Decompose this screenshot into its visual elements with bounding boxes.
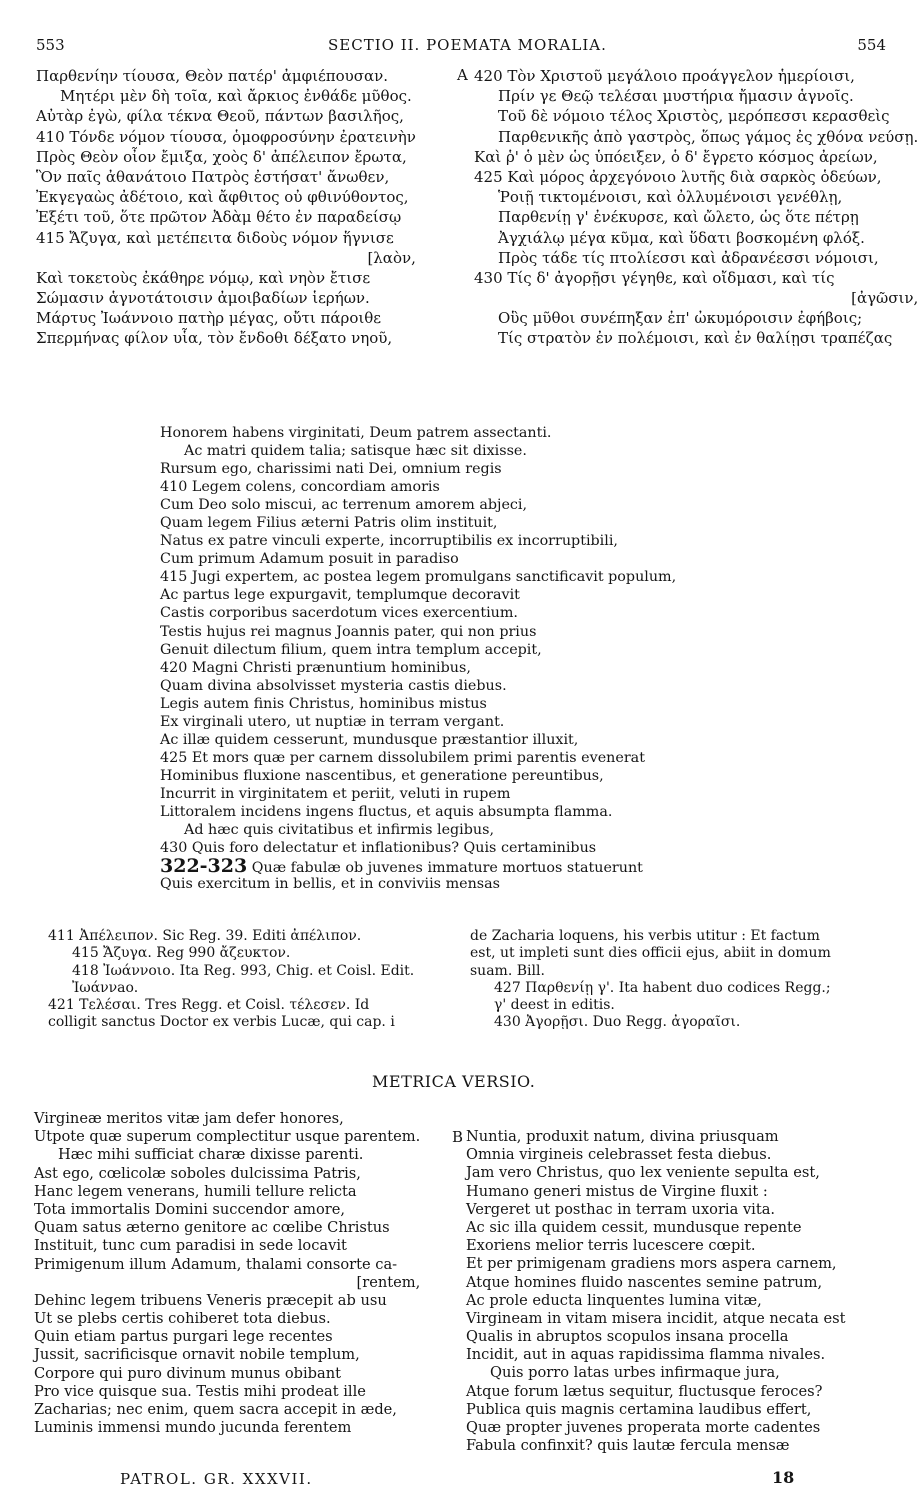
page-number-left: 553 bbox=[36, 36, 65, 54]
greek-line: [λαὸν, bbox=[367, 248, 416, 267]
verse-line: Luminis immensi mundo jucunda ferentem bbox=[34, 1419, 352, 1437]
greek-line: Παρθενικῆς ἀπὸ γαστρὸς, ὅπως γάμος ἐς χθόνα νεύσῃ. bbox=[498, 127, 919, 146]
verse-line: Virgineam in vitam misera incidit, atque necata est bbox=[466, 1309, 846, 1327]
verse-line: Quæ propter juvenes properata morte cadentes bbox=[466, 1419, 821, 1436]
latin-line: Genuit dilectum filium, quem intra templum accepit, bbox=[160, 641, 542, 658]
verse-line: Atque homines fluido nascentes semine patrum, bbox=[466, 1273, 823, 1291]
greek-line: [ἀγῶσιν, bbox=[851, 289, 919, 308]
verse-line: Pro vice quisque sua. Testis mihi prodeat ille bbox=[34, 1382, 366, 1400]
latin-line: Natus ex patre vinculi experte, incorruptibilis ex incorruptibili, bbox=[160, 533, 618, 550]
latin-line: Ac matri quidem talia; satisque hæc sit dixisse. bbox=[184, 443, 527, 460]
verse-line: Ac sic illa quidem cessit, mundusque repente bbox=[466, 1218, 802, 1236]
running-header bbox=[36, 36, 886, 58]
latin-line: Ex virginali utero, ut nuptiæ in terram vergant. bbox=[160, 713, 505, 730]
latin-line: Cum Deo solo miscui, ac terrenum amorem abjeci, bbox=[160, 497, 528, 514]
verse-line: Publica quis magnis certamina laudibus effert, bbox=[466, 1400, 812, 1418]
latin-line: Ac partus lege expurgavit, templumque decoravit bbox=[160, 587, 520, 604]
running-title: SECTIO II. POEMATA MORALIA. bbox=[328, 36, 607, 54]
greek-text-left-column bbox=[36, 66, 416, 349]
greek-line: Σπερμήνας φίλον υἷα, τὸν ἔνδοθι δέξατο νηοῦ, bbox=[36, 329, 393, 348]
latin-line: Rursum ego, charissimi nati Dei, omnium regis bbox=[160, 461, 502, 478]
verse-line: Incidit, aut in aquas rapidissima flamma nivales. bbox=[466, 1346, 826, 1364]
greek-line: Μάρτυς Ἰωάννοιο πατὴρ μέγας, οὔτι πάροιθε bbox=[36, 309, 382, 328]
footnote-line: Ἰωάννao. bbox=[72, 979, 139, 996]
greek-line: Τοῦ δὲ νόμοιο τέλος Χριστὸς, μερόπεσσι κερασθεὶς bbox=[498, 107, 890, 126]
greek-line: Αὐτὰρ ἐγὼ, φίλα τέκνα Θεοῦ, πάντων βασιλῆος, bbox=[36, 107, 404, 126]
greek-line: 410 Τόνδε νόμον τίουσα, ὁμοφροσύνην ἐρατεινὴν bbox=[36, 127, 416, 146]
greek-line: Παρθενίῃ γ' ἐνέκυρσε, καὶ ὤλετο, ὡς ὅτε πέτρῃ bbox=[498, 208, 859, 227]
greek-line: Τίς στρατὸν ἐν πολέμοισι, καὶ ἐν θαλίῃσι τραπέζας bbox=[498, 329, 893, 348]
latin-line: Ad hæc quis civitatibus et infirmis legibus, bbox=[184, 822, 495, 839]
verse-line: Omnia virgineis celebrasset festa diebus. bbox=[466, 1146, 772, 1164]
greek-line: Ῥοιῇ τικτομένοισι, καὶ ὀλλυμένοισι γενέθλῃ, bbox=[498, 188, 843, 207]
latin-line: Testis hujus rei magnus Joannis pater, qui non prius bbox=[160, 623, 537, 640]
verse-line: Tota immortalis Domini succendor amore, bbox=[34, 1200, 346, 1218]
verse-line: Exoriens melior terris lucescere cœpit. bbox=[466, 1237, 756, 1255]
verse-line: Jussit, sacrificisque ornavit nobile templum, bbox=[34, 1346, 360, 1364]
verse-line: Hæc mihi sufficiat charæ dixisse parenti. bbox=[58, 1146, 364, 1164]
latin-line: Quam legem Filius æterni Patris olim instituit, bbox=[160, 515, 498, 532]
metrica-versio-left-column bbox=[34, 1110, 420, 1437]
footnote-line: 415 Ἄζυγα. Reg 990 ἄζευκτον. bbox=[72, 945, 291, 962]
verse-line: Humano generi mistus de Virgine fluxit : bbox=[466, 1182, 768, 1200]
verse-line: Utpote quæ superum complectitur usque parentem. bbox=[34, 1128, 421, 1146]
verse-line: Virgineæ meritos vitæ jam defer honores, bbox=[34, 1110, 344, 1127]
greek-text-right-column bbox=[474, 66, 918, 349]
verse-line: Qualis in abruptos scopulos insana procella bbox=[466, 1328, 789, 1346]
footnote-line: suam. Bill. bbox=[470, 962, 545, 979]
greek-line: Ἐξέτι τοῦ, ὅτε πρῶτον Ἀδὰμ θέτο ἐν παραδείσῳ bbox=[36, 208, 402, 227]
footnote-line: de Zacharia loquens, his verbis utitur : Et factum bbox=[470, 928, 820, 944]
greek-line: 420 Τὸν Χριστοῦ μεγάλοιο προάγγελον ἡμερίοισι, bbox=[474, 67, 855, 85]
latin-line: 415 Jugi expertem, ac postea legem promulgans sanctificavit populum, bbox=[160, 569, 677, 586]
verse-line: Et per primigenam gradiens mors aspera carnem, bbox=[466, 1255, 837, 1273]
latin-line: 425 Et mors quæ per carnem dissolubilem primi parentis evenerat bbox=[160, 749, 645, 766]
verse-line: Ast ego, cœlicolæ soboles dulcissima Patris, bbox=[34, 1164, 361, 1182]
footnote-line: 411 Ἀπέλειπον. Sic Reg. 39. Editi ἀπέλιπον. bbox=[48, 928, 362, 944]
greek-line: Πρὸς Θεὸν οἶον ἔμιξα, χοὸς δ' ἀπέλειπον ἔρωτα, bbox=[36, 147, 407, 166]
latin-line: Ac illæ quidem cesserunt, mundusque præstantior illuxit, bbox=[160, 731, 579, 748]
verse-line: Ac prole educta linquentes lumina vitæ, bbox=[466, 1291, 762, 1309]
greek-line: Μητέρι μὲν δὴ τοῖα, καὶ ἄρκιος ἐνθάδε μῦθος. bbox=[60, 87, 412, 106]
latin-line bbox=[160, 855, 676, 878]
verse-line: Corpore qui puro divinum munus obibant bbox=[34, 1364, 341, 1382]
greek-line: Ἐκγεγαὼς ἀδέτοιο, καὶ ἄφθιτος οὐ φθινύθοντος, bbox=[36, 188, 409, 207]
verse-line: [rentem, bbox=[356, 1273, 421, 1291]
footnote-line: 421 Τελέσαι. Tres Regg. et Coisl. τέλεσεν. Id bbox=[48, 997, 370, 1014]
verse-line: Vergeret ut posthac in terram uxoria vita. bbox=[466, 1200, 776, 1218]
verse-line: Quin etiam partus purgari lege recentes bbox=[34, 1328, 333, 1346]
greek-line: Παρθενίην τίουσα, Θεὸν πατέρ' ἀμφιέπουσαν. bbox=[36, 67, 388, 85]
verse-line: Zacharias; nec enim, quem sacra accepit in æde, bbox=[34, 1401, 397, 1418]
latin-line: Hominibus fluxione nascentibus, et generatione pereuntibus, bbox=[160, 767, 604, 784]
latin-line: 430 Quis foro delectatur et inflationibus? Quis certaminibus bbox=[160, 840, 597, 857]
latin-line: Castis corporibus sacerdotum vices exercentium. bbox=[160, 605, 518, 622]
verse-line: Atque forum lætus sequitur, fluctusque feroces? bbox=[466, 1382, 823, 1400]
greek-line: Οὓς μῦθοι συνέπηξαν ἐπ' ὠκυμόροισιν ἐφήβοις; bbox=[498, 309, 863, 328]
greek-line: Καὶ ῥ' ὁ μὲν ὡς ὑπόειξεν, ὁ δ' ἔγρετο κόσμος ἀρείων, bbox=[474, 147, 878, 166]
verse-line: Instituit, tunc cum paradisi in sede locavit bbox=[34, 1237, 347, 1255]
greek-line: Καὶ τοκετοὺς ἐκάθηρε νόμῳ, καὶ νηὸν ἔτισε bbox=[36, 268, 371, 287]
footer-volume: PATROL. GR. XXXVII. bbox=[120, 1470, 313, 1488]
latin-line: Littoralem incidens ingens fluctus, et aquis absumpta flamma. bbox=[160, 803, 613, 820]
page-mark: 322-323 bbox=[160, 855, 248, 878]
latin-line: Quam divina absolvisset mysteria castis diebus. bbox=[160, 677, 507, 694]
section-title: METRICA VERSIO. bbox=[372, 1072, 536, 1091]
verse-line: Dehinc legem tribuens Veneris præcepit ab usu bbox=[34, 1291, 387, 1309]
footnote-line: est, ut impleti sunt dies officii ejus, abiit in domum bbox=[470, 945, 831, 962]
latin-line-text: Quæ fabulæ ob juvenes immature mortuos statuerunt bbox=[251, 860, 643, 877]
greek-line: Ἀγχιάλῳ μέγα κῦμα, καὶ ὕδατι βοσκομένη φλόξ. bbox=[498, 228, 865, 247]
latin-line: Incurrit in virginitatem et periit, veluti in rupem bbox=[160, 785, 511, 802]
footnotes-right-column bbox=[470, 928, 831, 1032]
latin-line: 410 Legem colens, concordiam amoris bbox=[160, 479, 440, 496]
verse-line: Primigenum illum Adamum, thalami consorte ca- bbox=[34, 1255, 398, 1273]
footnote-line: 427 Παρθενίῃ γ'. Ita habent duo codices Regg.; bbox=[494, 979, 831, 996]
latin-line: Honorem habens virginitati, Deum patrem assectanti. bbox=[160, 425, 552, 441]
page-number-right: 554 bbox=[857, 36, 886, 54]
greek-line: 425 Καὶ μόρος ἀρχεγόνοιο λυτῆς διὰ σαρκὸς ὁδεύων, bbox=[474, 167, 882, 186]
greek-line: 415 Ἄζυγα, καὶ μετέπειτα διδοὺς νόμον ἥγνισε bbox=[36, 228, 394, 247]
verse-line: Nuntia, produxit natum, divina priusquam bbox=[466, 1128, 779, 1145]
footnote-line: 418 Ἰωάννοιο. Ita Reg. 993, Chig. et Coisl. Edit. bbox=[72, 962, 415, 979]
footnote-line: 430 Ἀγορῇσι. Duo Regg. ἀγοραῖσι. bbox=[494, 1014, 741, 1031]
column-marker-a: A bbox=[457, 66, 468, 84]
verse-line: Ut se plebs certis cohiberet tota diebus. bbox=[34, 1310, 331, 1328]
verse-line: Quam satus æterno genitore ac cœlibe Christus bbox=[34, 1219, 390, 1237]
latin-line: Cum primum Adamum posuit in paradiso bbox=[160, 551, 459, 568]
verse-line: Fabula confinxit? quis lautæ fercula mensæ bbox=[466, 1437, 790, 1455]
footer-signature: 18 bbox=[772, 1468, 795, 1487]
footnote-line: colligit sanctus Doctor ex verbis Lucæ, qui cap. i bbox=[48, 1014, 395, 1031]
latin-line: Quis exercitum in bellis, et in conviviis mensas bbox=[160, 876, 500, 893]
verse-line: Jam vero Christus, quo lex veniente sepulta est, bbox=[466, 1164, 820, 1182]
latin-line: 420 Magni Christi prænuntium hominibus, bbox=[160, 659, 471, 676]
metrica-versio-right-column bbox=[466, 1128, 846, 1455]
verse-line: Quis porro latas urbes infirmaque jura, bbox=[490, 1364, 780, 1382]
footnotes-left-column bbox=[48, 928, 414, 1032]
greek-line: Ὃν παῖς ἀθανάτοιο Πατρὸς ἐστήσατ' ἄνωθεν, bbox=[36, 167, 390, 186]
latin-translation-block bbox=[160, 424, 676, 893]
greek-line: Πρίν γε Θεῷ τελέσαι μυστήρια ἤμασιν ἁγνοῖς. bbox=[498, 87, 854, 106]
greek-line: Πρὸς τάδε τίς πτολίεσσι καὶ ἀδρανέεσσι νόμοισι, bbox=[498, 248, 879, 267]
latin-line: Legis autem finis Christus, hominibus mistus bbox=[160, 695, 487, 712]
greek-line: 430 Τίς δ' ἀγορῇσι γέγηθε, καὶ οἴδμασι, καὶ τίς bbox=[474, 268, 835, 287]
greek-line: Σώμασιν ἁγνοτάτοισιν ἀμοιβαδίων ἱερήων. bbox=[36, 289, 370, 308]
footnote-line: γ' deest in editis. bbox=[494, 997, 615, 1014]
column-marker-b: B bbox=[452, 1128, 464, 1146]
verse-line: Hanc legem venerans, humili tellure relicta bbox=[34, 1182, 357, 1200]
